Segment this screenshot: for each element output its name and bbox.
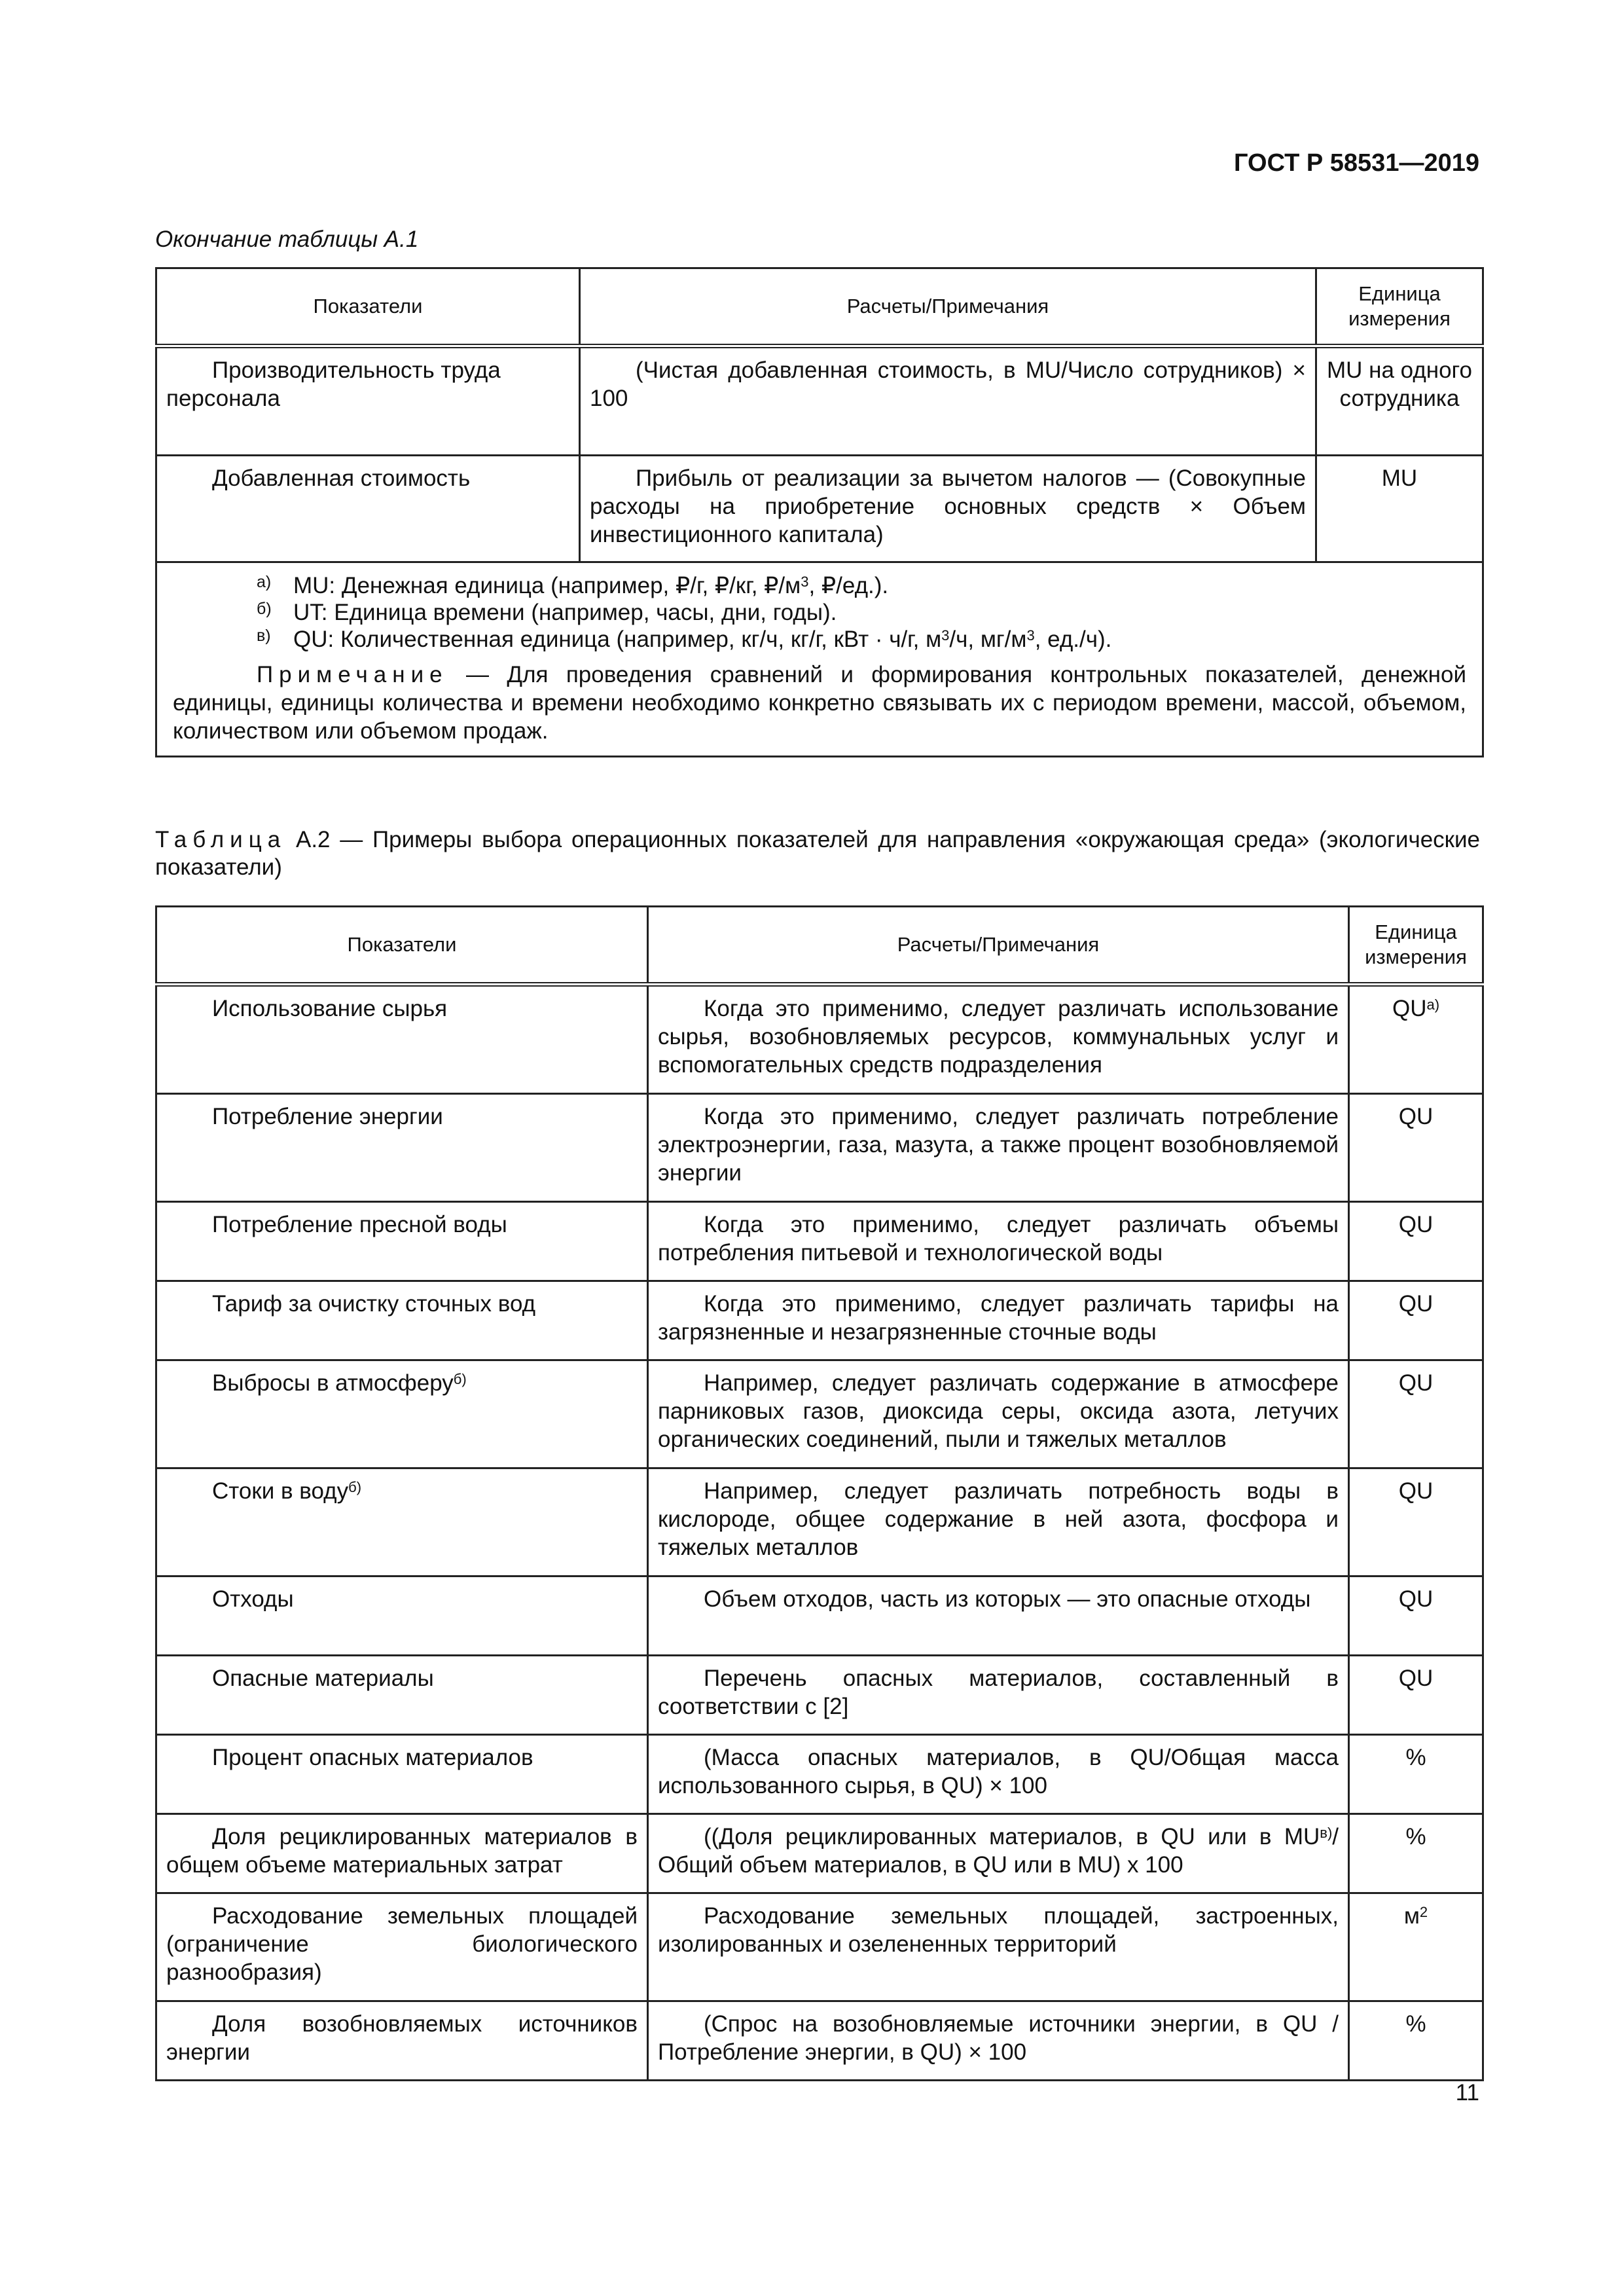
table-row <box>156 346 1483 456</box>
notes-cell: Расходование земельных площадей, застроенных, изолированных и озелененных территорий <box>648 1893 1349 2001</box>
notes-cell: Объем отходов, часть из которых — это опасные отходы <box>648 1576 1349 1656</box>
unit-cell: QU <box>1349 1202 1483 1281</box>
table-row <box>156 1735 1483 1814</box>
notes-cell: Когда это применимо, следует различать объемы потребления питьевой и технологической воды <box>648 1202 1349 1281</box>
table-row <box>156 1468 1483 1576</box>
indicator-cell: Доля возобновляемых источников энергии <box>156 2001 648 2081</box>
unit-cell: QU <box>1349 1360 1483 1468</box>
notes-cell: Прибыль от реализации за вычетом налогов — (Совокупные расходы на приобретение основных средств × Объем инвестиционного капитала) <box>580 456 1316 562</box>
table-note <box>173 661 1466 745</box>
indicator-cell: Опасные материалы <box>156 1656 648 1735</box>
footnotes-row <box>156 562 1483 757</box>
indicator-cell: Использование сырья <box>156 985 648 1094</box>
footnote-text: UT: Единица времени (например, часы, дни, годы). <box>293 600 837 625</box>
table2-title: А.2 — Примеры выбора операционных показателей для направления «окружающая среда» (экологические показатели) <box>155 827 1480 880</box>
unit-cell: QU <box>1349 1576 1483 1656</box>
table-row <box>156 985 1483 1094</box>
table-label: Таблица <box>155 827 287 852</box>
footnote-text: MU: Денежная единица (например, ₽/г, ₽/кг, $₽/м^3$, ₽/ед.). <box>293 573 889 598</box>
document-code: ГОСТ Р 58531—2019 <box>1234 149 1479 177</box>
footnote-mark: а) <box>257 573 272 591</box>
unit-cell: QU <box>1349 1656 1483 1735</box>
footnote-text: QU: Количественная единица (например, кг/ч, кг/г, кВт · ч/г, $м^3/ч$, $мг/м^3$, ед./ч). <box>293 627 1112 652</box>
notes-cell: Перечень опасных материалов, составленный в соответствии с [2] <box>648 1656 1349 1735</box>
column-header-indicators: Показатели <box>156 907 648 985</box>
footnote-v <box>173 626 1466 653</box>
unit-cell: $QU^{а)}$ <box>1349 985 1483 1094</box>
indicator-cell: Выбросы в атмосферу$^{б)}$ <box>156 1360 648 1468</box>
indicator-cell: Добавленная стоимость <box>156 456 580 562</box>
table-row <box>156 1576 1483 1656</box>
unit-cell: MU <box>1316 456 1483 562</box>
column-header-unit: Единица измерения <box>1349 907 1483 985</box>
indicator-cell: Потребление энергии <box>156 1094 648 1202</box>
table-row <box>156 1893 1483 2001</box>
indicator-cell: Расходование земельных площадей (ограничение биологического разнообразия) <box>156 1893 648 2001</box>
indicator-cell: Стоки в воду$^{б)}$ <box>156 1468 648 1576</box>
table-row <box>156 1281 1483 1360</box>
notes-cell: (Спрос на возобновляемые источники энергии, в QU / Потребление энергии, в QU) × 100 <box>648 2001 1349 2081</box>
note-text: — Для проведения сравнений и формирования контрольных показателей, денежной единицы, единицы количества и времени необходимо конкретно связывать их с периодом времени, массой, объемом, количеством или объемом продаж. <box>173 662 1466 744</box>
column-header-unit: Единица измерения <box>1316 268 1483 346</box>
table-row <box>156 1656 1483 1735</box>
unit-cell: QU <box>1349 1281 1483 1360</box>
footnote-mark: б) <box>257 600 272 618</box>
footnote-mark: в) <box>257 627 271 645</box>
indicator-cell: Доля рециклированных материалов в общем объеме материальных затрат <box>156 1814 648 1893</box>
table-row <box>156 2001 1483 2081</box>
unit-cell: % <box>1349 1735 1483 1814</box>
notes-cell: Например, следует различать потребность воды в кислороде, общее содержание в ней азота, фосфора и тяжелых металлов <box>648 1468 1349 1576</box>
notes-cell: Когда это применимо, следует различать использование сырья, возобновляемых ресурсов, коммунальных услуг и вспомогательных средств подразделения <box>648 985 1349 1094</box>
table-a2 <box>155 905 1484 2081</box>
notes-cell: Например, следует различать содержание в атмосфере парниковых газов, диоксида серы, оксида азота, летучих органических соединений, пыли и тяжелых металлов <box>648 1360 1349 1468</box>
unit-cell: $м^2$ <box>1349 1893 1483 2001</box>
notes-cell: (Чистая добавленная стоимость, в MU/Число сотрудников) × 100 <box>580 346 1316 456</box>
table-row <box>156 1094 1483 1202</box>
notes-cell: Когда это применимо, следует различать тарифы на загрязненные и незагрязненные сточные воды <box>648 1281 1349 1360</box>
footnote-b <box>173 599 1466 626</box>
table-row <box>156 1360 1483 1468</box>
unit-cell: % <box>1349 2001 1483 2081</box>
footnotes-cell <box>156 562 1483 757</box>
table2-caption <box>155 826 1480 881</box>
table-row <box>156 456 1483 562</box>
table-row <box>156 1814 1483 1893</box>
indicator-cell: Процент опасных материалов <box>156 1735 648 1814</box>
indicator-cell: Отходы <box>156 1576 648 1656</box>
column-header-notes: Расчеты/Примечания <box>580 268 1316 346</box>
column-header-indicators: Показатели <box>156 268 580 346</box>
indicator-cell: Производительность труда персонала <box>156 346 580 456</box>
footnote-a <box>173 572 1466 599</box>
notes-cell: Когда это применимо, следует различать потребление электроэнергии, газа, мазута, а также процент возобновляемой энергии <box>648 1094 1349 1202</box>
note-label: Примечание <box>257 662 448 687</box>
unit-cell: QU <box>1349 1094 1483 1202</box>
unit-cell: % <box>1349 1814 1483 1893</box>
unit-cell: MU на одного сотрудника <box>1316 346 1483 456</box>
indicator-cell: Тариф за очистку сточных вод <box>156 1281 648 1360</box>
table-a1-continued <box>155 267 1484 757</box>
table-row <box>156 1202 1483 1281</box>
page-number: 11 <box>1455 2080 1479 2105</box>
notes-cell: ((Доля рециклированных материалов, в QU или в $MU^{в)}/$ Общий объем материалов, в QU или в MU) x 100 <box>648 1814 1349 1893</box>
column-header-notes: Расчеты/Примечания <box>648 907 1349 985</box>
indicator-cell: Потребление пресной воды <box>156 1202 648 1281</box>
notes-cell: (Масса опасных материалов, в QU/Общая масса использованного сырья, в QU) × 100 <box>648 1735 1349 1814</box>
table1-caption: Окончание таблицы А.1 <box>155 227 419 252</box>
unit-cell: QU <box>1349 1468 1483 1576</box>
